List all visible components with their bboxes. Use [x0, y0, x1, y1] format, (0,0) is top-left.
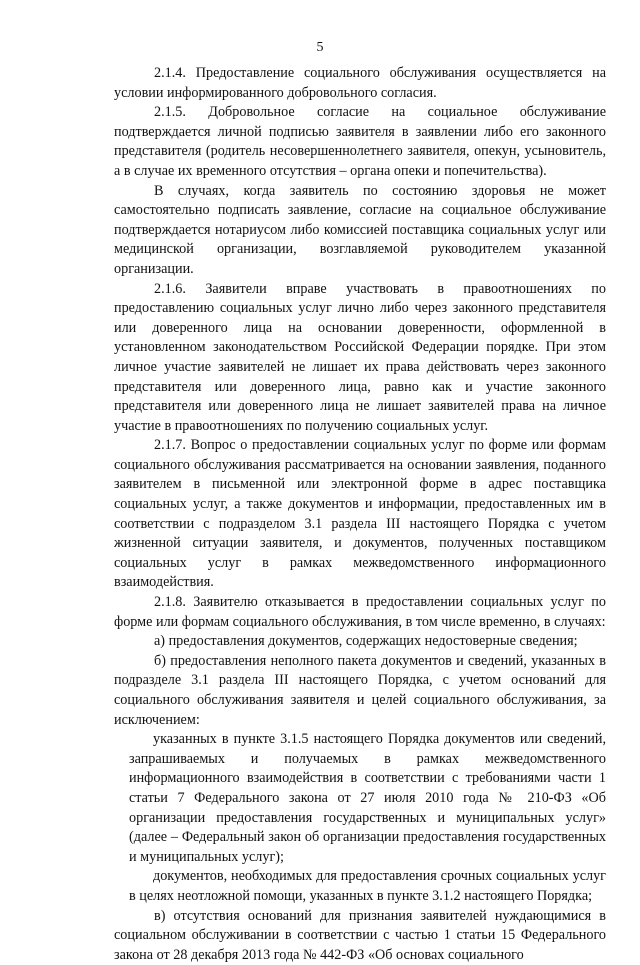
list-item-a: а) предоставления документов, содержащих недостоверные сведения;	[154, 633, 578, 650]
list-item-b: б) предоставления неполного пакета документов и сведений, указанных в подразделе 3.1 раздела III настоящего Порядка, с учетом оснований для социального обслуживания заявителя и целей социального обслуживания, за исключением:	[114, 652, 606, 728]
sub-item-interagency-documents: указанных в пункте 3.1.5 настоящего Порядка документов или сведений, запрашиваемых и получаемых в рамках межведомственного информационного взаимодействия в соответствии с требованиями части 1 статьи 7 Федерального закона от 27 июля 2010 года № 210-ФЗ «Об организации предоставления государственных и муниципальных услуг» (далее – Федеральный закон об организации предоставления государственных и муниципальных услуг);	[129, 731, 606, 865]
paragraph-2-1-5: 2.1.5. Добровольное согласие на социальное обслуживание подтверждается личной подписью заявителя в заявлении либо его законного представителя (родитель несовершеннолетнего заявителя, опекун, усыновитель, а в случае их временного отсутствия – органа опеки и попечительства).	[114, 104, 606, 179]
paragraph-2-1-8: 2.1.8. Заявителю отказывается в предоставлении социальных услуг по форме или формам социального обслуживания, в том числе временно, в случаях:	[114, 594, 606, 630]
list-item-v: в) отсутствия оснований для признания заявителей нуждающимися в социальном обслуживании в соответствии с частью 1 статьи 15 Федерального закона от 28 декабря 2013 года № 442-ФЗ «Об основах социального	[114, 907, 606, 963]
sub-item-urgent-services-documents: документов, необходимых для предоставления срочных социальных услуг в целях неотложной помощи, указанных в пункте 3.1.2 настоящего Порядка;	[129, 868, 606, 904]
page-number: 5	[316, 40, 324, 55]
paragraph-2-1-6: 2.1.6. Заявители вправе участвовать в правоотношениях по предоставлению социальных услуг лично либо через законного представителя или доверенного лица на основании доверенности, оформленной в установленном законодательством Российской Федерации порядке. При этом личное участие заявителей не лишает их права действовать через законного представителя или доверенного лица, равно как и участие законного представителя или доверенного лица не лишает заявителей права на личное участие в правоотношениях по получению социальных услуг.	[114, 280, 606, 434]
paragraph-2-1-4: 2.1.4. Предоставление социального обслуживания осуществляется на условии информированного добровольного согласия.	[114, 65, 606, 101]
document-body	[114, 64, 606, 965]
paragraph-signature-case: В случаях, когда заявитель по состоянию здоровья не может самостоятельно подписать заявление, согласие на социальное обслуживание подтверждается нотариусом либо комиссией поставщика социальных услуг или медицинской организации, возглавляемой руководителем указанной организации.	[114, 182, 606, 277]
paragraph-2-1-7: 2.1.7. Вопрос о предоставлении социальных услуг по форме или формам социального обслуживания рассматривается на основании заявления, поданного заявителем в письменной или электронной форме в адрес поставщика социальных услуг, а также документов и информации, предоставленных им в соответствии с подразделом 3.1 раздела III настоящего Порядка с учетом жизненной ситуации заявителя, и документов, полученных поставщиком социальных услуг в рамках межведомственного информационного взаимодействия.	[114, 437, 606, 591]
